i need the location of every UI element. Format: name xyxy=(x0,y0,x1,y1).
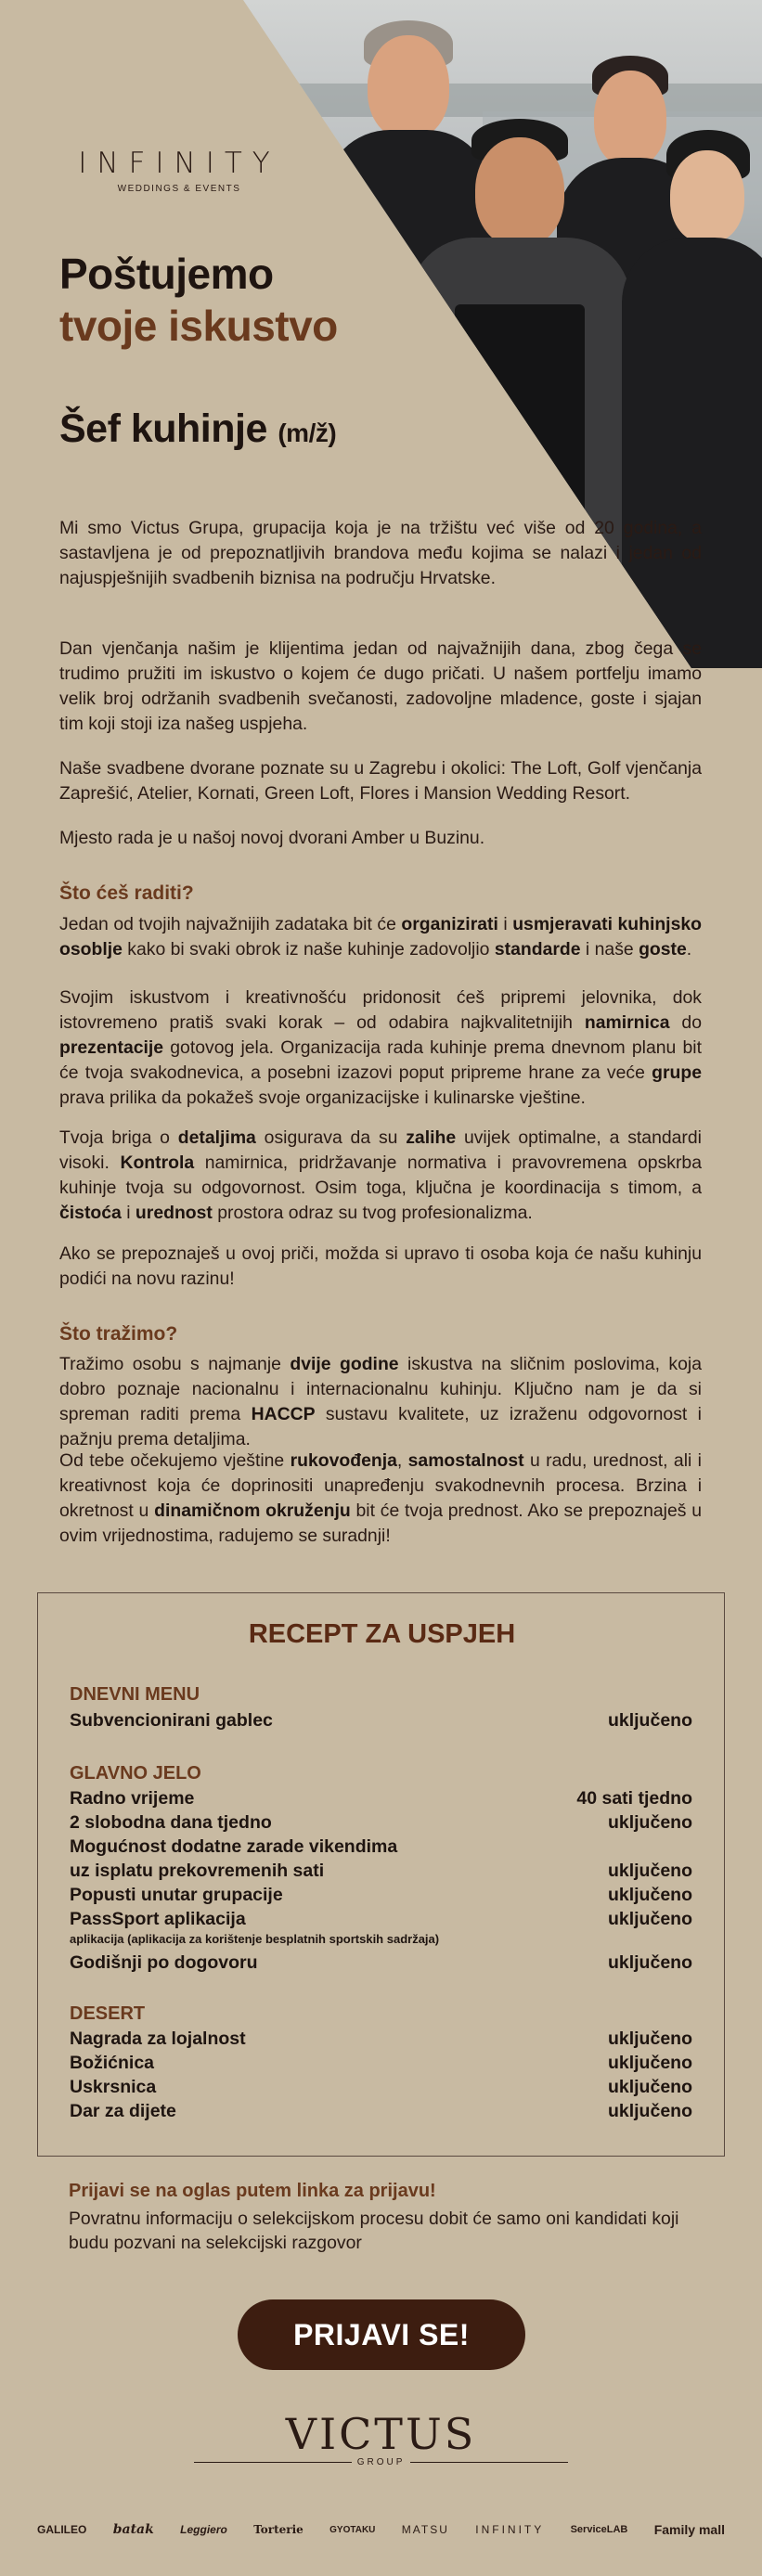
apply-button[interactable]: PRIJAVI SE! xyxy=(238,2299,525,2370)
infinity-logo xyxy=(63,147,295,194)
what-paragraph: Svojim iskustvom i kreativnošću pridonosit ćeš pripremi jelovnika, dok istovremeno pratiš svaki korak – od odabira najkvalitetnijih namirnica do prezentacije gotovog jela. Organizacija rada kuhinje prema dnevnom planu bit će tvoja svakodnevica, a posebni izazovi poput pripreme hrane za veće grupe prava prilika da pokažeš svoje organizacijske i kulinarske vještine. xyxy=(59,987,702,1108)
what-paragraph: Jedan od tvojih najvažnijih zadataka bit će organizirati i usmjeravati kuhinjsko osoblje kako bi svaki obrok iz naše kuhinje zadovoljio standarde i naše goste. xyxy=(59,914,702,960)
benefit-row: Subvencionirani gablec uključeno xyxy=(70,1710,692,1731)
intro-paragraph: Naše svadbene dvorane poznate su u Zagrebu i okolici: The Loft, Golf vjenčanja Zaprešić, Atelier, Kornati, Green Loft, Flores i Mansion Wedding Resort. xyxy=(59,758,702,804)
section-title-what: Što ćeš raditi? xyxy=(59,882,194,904)
recept-title: RECEPT ZA USPJEH xyxy=(248,1619,516,1649)
what-paragraph: Ako se prepoznaješ u ovoj priči, možda si upravo ti osoba koja će našu kuhinju podići na novu razinu! xyxy=(59,1243,702,1289)
benefit-row: PassSport aplikacija aplikacija (aplikacija za korištenje besplatnih sportskih sadržaja) uključeno xyxy=(70,1909,692,1946)
brand-logo: Family mall xyxy=(653,2522,725,2537)
benefit-row: Nagrada za lojalnost uključeno xyxy=(70,2029,692,2049)
brand-logo: batak xyxy=(112,2522,154,2537)
brand-logos xyxy=(37,2522,725,2537)
brand-logo: Torterie xyxy=(253,2523,304,2536)
apply-title: Prijavi se na oglas putem linka za prijavu! xyxy=(69,2181,436,2201)
benefit-row: Godišnji po dogovoru uključeno xyxy=(70,1952,692,1973)
victus-logo xyxy=(0,2409,762,2467)
apply-text: Povratnu informaciju o selekcijskom procesu dobit će samo oni kandidati koji budu pozvani na selekcijski razgovor xyxy=(69,2209,679,2253)
benefit-row: 2 slobodna dana tjedno uključeno xyxy=(70,1812,692,1833)
headline-line-1: Poštujemo xyxy=(59,250,274,298)
what-paragraph: Tvoja briga o detaljima osigurava da su zalihe uvijek optimalne, a standardi visoki. Kontrola namirnica, pridržavanje normativa i pravovremena opskrba kuhinje tvoja su odgovornost. Osim toga, ključna je koordinacija s timom, a čistoća i urednost prostora odraz su tvog profesionalizma. xyxy=(59,1127,702,1223)
benefit-row: Mogućnost dodatne zarade vikendima xyxy=(70,1836,398,1857)
benefit-row: Popusti unutar grupacije uključeno xyxy=(70,1885,692,1905)
group-title: DESERT xyxy=(70,2003,146,2024)
group-title: DNEVNI MENU xyxy=(70,1684,200,1705)
victus-logo-name: VICTUS xyxy=(285,2409,477,2459)
section-title-seek: Što tražimo? xyxy=(59,1323,178,1345)
seek-paragraph: Tražimo osobu s najmanje dvije godine iskustva na sličnim poslovima, koja dobro poznaje nacionalnu i internacionalnu kuhinju. Ključno nam je da si spreman raditi prema HACCP sustavu kvalitete, uz izraženu odgovornost i pažnju prema detaljima. xyxy=(59,1354,703,1449)
infinity-logo-name: INFINITY xyxy=(78,147,280,180)
group-title: GLAVNO JELO xyxy=(70,1763,201,1784)
brand-logo: Leggiero xyxy=(180,2523,227,2536)
intro-paragraph: Dan vjenčanja našim je klijentima jedan od najvažnijih dana, zbog čega se trudimo pružiti im iskustvo o kojem će dugo pričati. U našem portfelju imamo velik broj održanih svadbenih svečanosti, zadovoljne mladence, goste i sjajan tim koji stoji iza našeg uspjeha. xyxy=(59,638,702,734)
brand-logo: INFINITY xyxy=(475,2523,545,2536)
job-title-suffix: (m/ž) xyxy=(278,419,337,447)
infinity-logo-tagline: WEDDINGS & EVENTS xyxy=(117,184,241,194)
victus-logo-group: GROUP xyxy=(0,2457,762,2467)
intro-paragraph: Mi smo Victus Grupa, grupacija koja je na tržištu već više od 20 godina, a sastavljena je od prepoznatljivih brandova među kojima se nalazi i jedan od najuspješnijih svadbenih biznisa na području Hrvatske. xyxy=(59,518,702,588)
job-title-text: Šef kuhinje xyxy=(59,406,267,451)
brand-logo: GYOTAKU xyxy=(329,2524,376,2535)
benefit-row: Dar za dijete uključeno xyxy=(70,2101,692,2121)
brand-logo: ServiceLAB xyxy=(570,2524,628,2535)
intro-paragraph: Mjesto rada je u našoj novoj dvorani Amber u Buzinu. xyxy=(59,828,485,848)
seek-paragraph: Od tebe očekujemo vještine rukovođenja, samostalnost u radu, urednost, ali i kreativnost koja će doprinositi unapređenju svakodnevnih procesa. Brzina i okretnost u dinamičnom okruženju bit će tvoja prednost. Ako se prepoznaješ u ovim vrijednostima, radujemo se suradnji! xyxy=(59,1450,703,1546)
recept-box xyxy=(37,1592,725,2157)
headline-line-2: tvoje iskustvo xyxy=(59,302,338,350)
benefit-row: uz isplatu prekovremenih sati uključeno xyxy=(70,1861,692,1881)
benefit-row: Radno vrijeme 40 sati tjedno xyxy=(70,1788,692,1809)
job-title xyxy=(59,406,336,452)
benefit-row: Božićnica uključeno xyxy=(70,2053,692,2073)
brand-logo: MATSU xyxy=(401,2523,449,2536)
brand-logo: GALILEO xyxy=(37,2523,87,2536)
benefit-row: Uskrsnica uključeno xyxy=(70,2077,692,2097)
